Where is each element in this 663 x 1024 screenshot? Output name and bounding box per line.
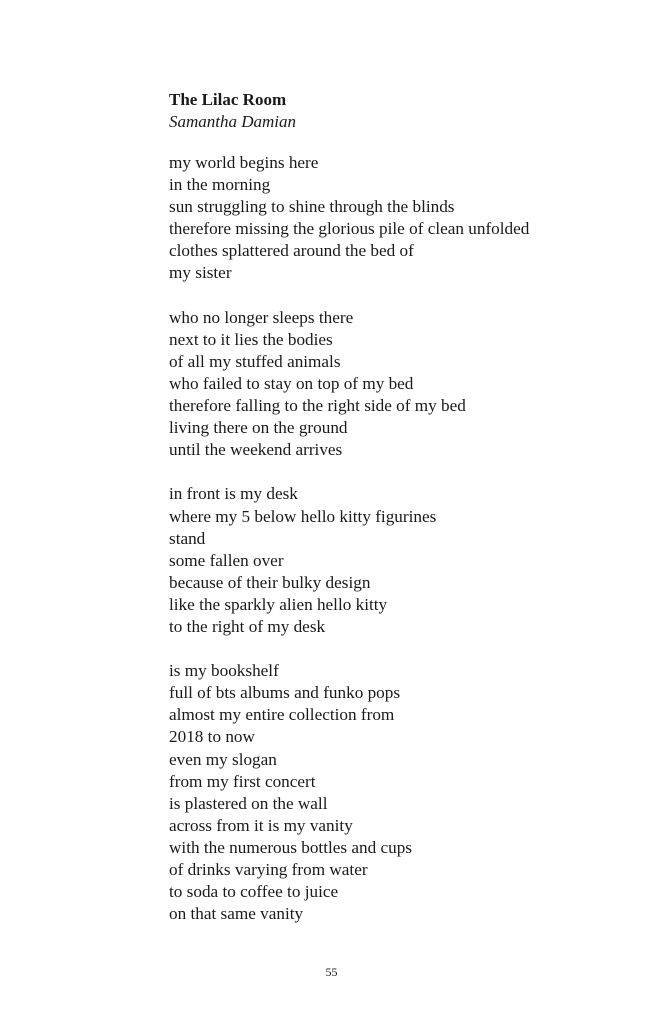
poem-line: to soda to coffee to juice [169, 882, 339, 902]
poem-line: therefore missing the glorious pile of clean unfolded [169, 219, 530, 239]
poem-line: like the sparkly alien hello kitty [169, 594, 388, 614]
poem-line: who failed to stay on top of my bed [169, 373, 414, 393]
poem-line: with the numerous bottles and cups [169, 837, 412, 857]
poem-title: The Lilac Room [169, 90, 287, 109]
poem-line: even my slogan [169, 749, 277, 769]
poem-line: clothes splattered around the bed of [169, 241, 414, 261]
poem-line: of all my stuffed animals [169, 351, 341, 371]
poem-line: who no longer sleeps there [169, 307, 354, 327]
poem-line: where my 5 below hello kitty figurines [169, 506, 437, 526]
poem-line: 2018 to now [169, 727, 255, 747]
poem-line: because of their bulky design [169, 572, 371, 592]
poem-line: full of bts albums and funko pops [169, 683, 401, 703]
poem-line: in the morning [169, 175, 271, 195]
poem-line: on that same vanity [169, 904, 304, 924]
poem-line: until the weekend arrives [169, 440, 343, 460]
poem-line: living there on the ground [169, 418, 348, 438]
poem-line: from my first concert [169, 771, 316, 791]
poem-line: in front is my desk [169, 484, 298, 504]
stanza [169, 152, 529, 285]
poem-line: sun struggling to shine through the blinds [169, 197, 455, 217]
stanza [169, 307, 529, 462]
stanza [169, 483, 529, 638]
poem-line: my world begins here [169, 153, 319, 172]
poem-author: Samantha Damian [169, 112, 297, 131]
stanza [169, 660, 529, 925]
poem-line: my sister [169, 263, 232, 283]
poem-line: to the right of my desk [169, 616, 326, 636]
poem-line: across from it is my vanity [169, 815, 353, 835]
poem-line: is plastered on the wall [169, 793, 328, 813]
poem-line: stand [169, 528, 206, 548]
poem-line: of drinks varying from water [169, 860, 368, 879]
poem-line: almost my entire collection from [169, 705, 395, 725]
poem-line: next to it lies the bodies [169, 329, 333, 349]
poem-line: therefore falling to the right side of my bed [169, 396, 466, 416]
poem-line: some fallen over [169, 550, 284, 570]
page-number: 55 [325, 965, 338, 979]
poem-line: is my bookshelf [169, 661, 279, 681]
poem-body [169, 152, 529, 947]
